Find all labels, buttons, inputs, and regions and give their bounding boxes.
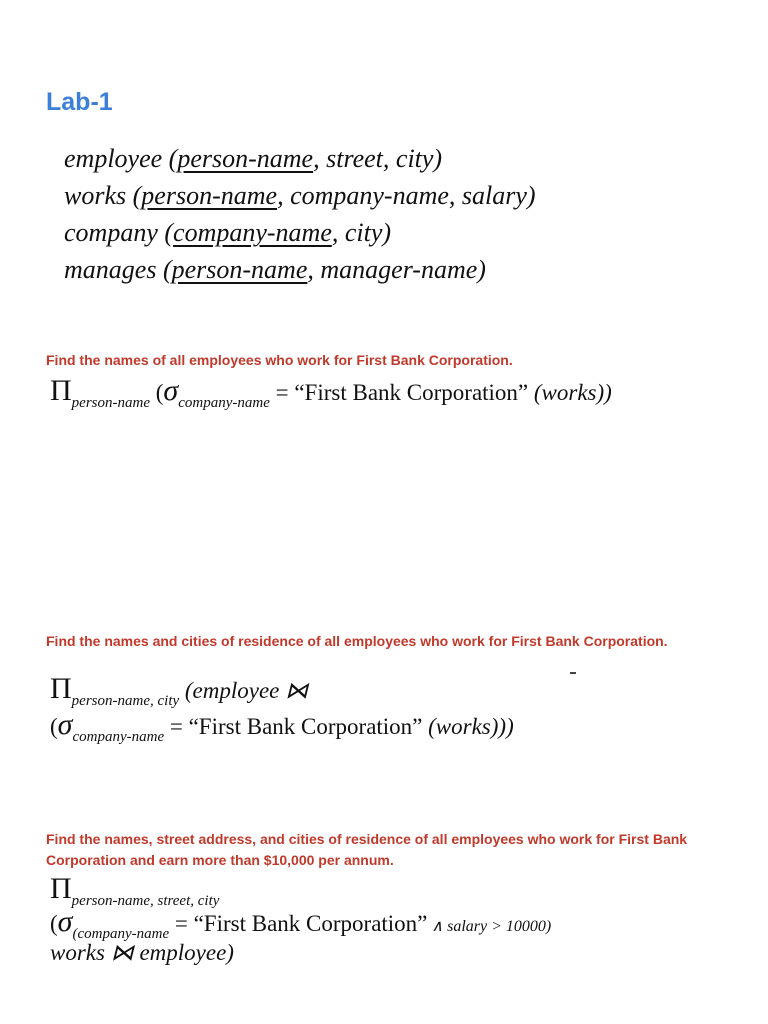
formula-3-line-2: ($\sigma_{(company-name}$ = “First Bank Corporation” ∧ salary > 10000): [50, 905, 552, 942]
formula-1: $\Pi_{person-name}$ ($\sigma_{company-name}$ = “First Bank Corporation” (works)): [50, 374, 612, 411]
selection-symbol: σ: [57, 905, 73, 938]
relation-operand: (works))): [428, 714, 514, 739]
relation-schemas: [64, 140, 536, 288]
formula-2-line-1: [50, 672, 309, 709]
relation-name: manages: [64, 255, 157, 284]
selection-symbol: σ: [57, 708, 73, 741]
attributes: , street, city): [313, 144, 443, 173]
formula-3-line-1: [50, 872, 220, 909]
equals: =: [269, 380, 295, 405]
join-expression: works ⋈ employee): [50, 940, 234, 965]
selection-condition: ∧ salary > 10000): [427, 918, 552, 935]
question-2: Find the names and cities of residence of all employees who work for First Bank Corporation.: [46, 633, 668, 649]
relation-name: works: [64, 181, 127, 210]
schema-manages: manages (person-name, manager-name): [64, 255, 486, 284]
projection-symbol: Π: [50, 374, 72, 407]
attributes: , company-name, salary): [277, 181, 536, 210]
formula-3-line-3: [50, 940, 234, 966]
stray-mark: [570, 672, 576, 674]
projection-symbol: Π: [50, 672, 72, 705]
join-expression: (employee ⋈: [184, 678, 309, 703]
schema-company: company (company-name, city): [64, 218, 392, 247]
relation-name: company: [64, 218, 158, 247]
primary-key: company-name: [173, 218, 332, 247]
page-title: Lab-1: [46, 88, 113, 116]
equals: =: [164, 714, 189, 739]
literal-value: “First Bank Corporation”: [188, 714, 423, 739]
literal-value: “First Bank Corporation”: [193, 911, 428, 936]
projection-attributes: person-name: [71, 395, 150, 411]
projection-symbol: Π: [50, 872, 72, 905]
question-3: Find the names, street address, and cities of residence of all employees who work for First Bank Corporation and earn more than $10,000 per annum.: [46, 831, 688, 868]
schema-works: works (person-name, company-name, salary): [64, 181, 536, 210]
question-1: Find the names of all employees who work for First Bank Corporation.: [46, 352, 513, 368]
selection-attribute: company-name: [178, 395, 270, 411]
projection-attributes: person-name, street, city: [71, 893, 220, 909]
attributes: , manager-name): [307, 255, 486, 284]
primary-key: person-name: [141, 181, 278, 210]
literal-value: “First Bank Corporation”: [294, 380, 529, 405]
selection-symbol: σ: [163, 374, 179, 407]
primary-key: person-name: [177, 144, 314, 173]
selection-attribute: (company-name: [72, 926, 170, 942]
formula-2-line-2: ($\sigma_{company-name}$ = “First Bank Corporation” (works))): [50, 708, 514, 745]
relation-operand: (works)): [533, 380, 612, 405]
projection-attributes: person-name, city: [71, 693, 180, 709]
attributes: , city): [331, 218, 392, 247]
relation-name: employee: [64, 144, 163, 173]
equals: =: [169, 911, 194, 936]
schema-employee: employee (person-name, street, city): [64, 144, 443, 173]
primary-key: person-name: [171, 255, 308, 284]
selection-attribute: company-name: [72, 729, 165, 745]
